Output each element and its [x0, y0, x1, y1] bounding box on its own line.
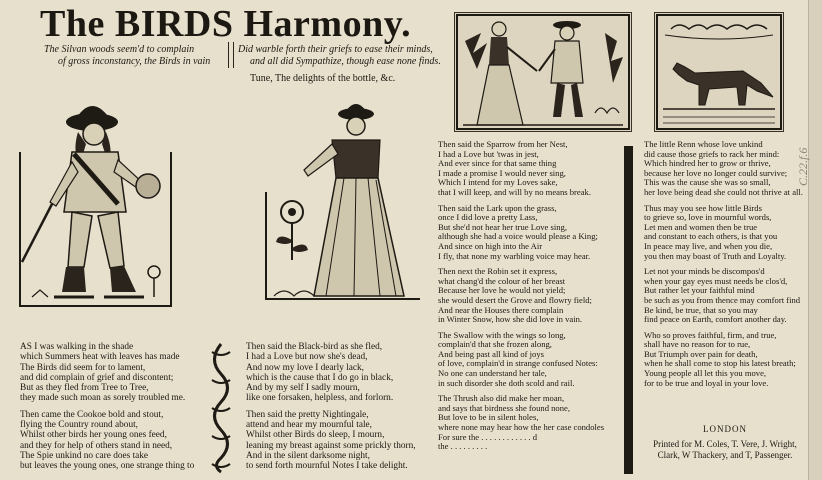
intro-line: of gross inconstancy, the Birds in vain	[58, 56, 211, 67]
imprint-printers: Clark, W Thackery, and T, Passenger.	[657, 450, 793, 460]
verse-line: and did complain of grief and discontent;	[20, 372, 174, 383]
verse-line: And near the Houses there complain	[438, 304, 564, 315]
ornament-vine-icon	[204, 340, 238, 474]
woodcut-cavalier	[14, 92, 174, 314]
intro-divider	[228, 42, 234, 68]
verse-line: And ever since for that same thing	[438, 158, 557, 169]
stanza	[20, 410, 194, 472]
stanza	[246, 410, 416, 472]
courting-couple-icon	[455, 13, 631, 131]
verse-line: Whilst other birds her young ones feed,	[20, 430, 167, 441]
verse-line: although she had a voice would please a King;	[438, 231, 598, 242]
verse-line: find peace on Earth, comfort another day.	[644, 314, 787, 325]
page-margin	[808, 0, 822, 480]
cavalier-figure-icon	[14, 92, 174, 314]
verse-column-1	[20, 342, 194, 478]
verse-line: when he shall come to stop his latest breath;	[644, 358, 796, 369]
verse-line: But rather let your faithful mind	[644, 285, 755, 296]
woodcut-lady	[260, 100, 424, 314]
verse-line: Then said the pretty Nightingale,	[246, 409, 369, 420]
verse-line: that I will keep, and will by no means break.	[438, 186, 591, 197]
ballad-title: The BIRDS Harmony.	[40, 3, 412, 45]
verse-line: Let not your minds be discompos'd	[644, 266, 765, 277]
verse-line: But love to be in silent holes,	[438, 412, 539, 423]
stanza	[20, 342, 194, 404]
stanza	[438, 394, 604, 452]
verse-line: Thus may you see how little Birds	[644, 202, 762, 213]
verse-line: in Winter Snow, how she did love in vain.	[438, 314, 583, 325]
verse-column-3	[438, 140, 604, 458]
intro-line: and all did Sympathize, though ease none finds.	[250, 56, 441, 67]
verse-column-4	[644, 140, 803, 394]
verse-line: And now my love I dearly lack,	[246, 362, 364, 373]
imprint-printers: Printed for M. Coles, T. Vere, J. Wright,	[653, 439, 797, 449]
verse-line: to grieve so, love in mournful words,	[644, 212, 772, 223]
verse-line: to send forth mournful Notes I take delight.	[246, 461, 408, 472]
lady-figure-icon	[260, 100, 424, 314]
verse-line: But she'd not hear her true Love sing,	[438, 221, 567, 232]
verse-line: and they for help of others stand in need,	[20, 440, 173, 451]
verse-line: The Thrush also did make her moan,	[438, 393, 565, 404]
verse-line: Whilst other Birds do sleep, I mourn,	[246, 430, 385, 441]
column-rule	[624, 146, 633, 474]
verse-line: like one forsaken, helpless, and forlorn.	[246, 393, 394, 404]
verse-line: Which I intend for my Loves sake,	[438, 177, 558, 188]
verse-line: Which hindred her to grow or thrive,	[644, 158, 771, 169]
woodcut-couple	[454, 12, 632, 132]
verse-column-2	[246, 342, 416, 478]
shelfmark-handwriting: C.22.f.6	[796, 147, 810, 186]
verse-line: Then came the Cookoe bold and stout,	[20, 409, 164, 420]
verse-line: they made such moan as sorely troubled me.	[20, 393, 186, 404]
verse-line: shall have no reason for to rue,	[644, 339, 751, 350]
verse-line: because her love no longer could survive;	[644, 167, 788, 178]
verse-line: And being past all kind of joys	[438, 348, 544, 359]
verse-line: I had a Love but 'twas in jest,	[438, 148, 539, 159]
intro-line: Did warble forth their griefs to ease their minds,	[238, 44, 433, 55]
verse-line: AS I was walking in the shade	[20, 342, 134, 352]
verse-line: Then said the Sparrow from her Nest,	[438, 139, 568, 149]
verse-line: and says that birdness she found none,	[438, 402, 570, 413]
verse-line: but leaves the young ones, one strange thing to	[20, 461, 195, 472]
verse-line: This was the cause she was so small,	[644, 177, 771, 188]
verse-line: Young people all let this you move,	[644, 368, 767, 379]
verse-line: complain'd that she frozen along,	[438, 339, 552, 350]
verse-line: Be kind, be true, that so you may	[644, 304, 758, 315]
verse-line: But Triumph over pain for death,	[644, 348, 758, 359]
verse-line: The Spie unkind no care does take	[20, 450, 149, 461]
verse-line: where none may hear how the her case condoles	[438, 422, 605, 433]
stanza	[644, 204, 803, 262]
verse-line: be such as you from thence may comfort find	[644, 294, 801, 305]
intro-line: The Silvan woods seem'd to complain	[44, 44, 195, 55]
verse-line: The little Renn whose love unkind	[644, 139, 763, 149]
verse-line: flying the Country round about,	[20, 420, 139, 431]
tune-line: Tune, The delights of the bottle, &c.	[250, 73, 396, 84]
stanza	[438, 267, 604, 325]
stanza	[438, 204, 604, 262]
stanza	[644, 140, 803, 198]
stanza	[246, 342, 416, 404]
verse-line: Then said the Lark upon the grass,	[438, 202, 557, 213]
verse-line: you then may boast of Truth and Loyalty.	[644, 250, 787, 261]
verse-line: did cause those griefs to rack her mind:	[644, 148, 780, 159]
verse-line: The Swallow with the wings so long,	[438, 329, 566, 340]
verse-line: attend and hear my mournful tale,	[246, 420, 372, 431]
verse-line: The Birds did seem for to lament,	[20, 362, 146, 373]
verse-line: which Summers heat with leaves has made	[20, 352, 180, 363]
ornament-divider	[204, 340, 238, 474]
verse-line: And by my self I sadly mourn,	[246, 383, 360, 394]
verse-line: For sure the . . . . . . . . . . . . d	[438, 431, 538, 442]
verse-line: Then said the Black-bird as she fled,	[246, 342, 383, 352]
stanza	[644, 267, 803, 325]
verse-line: the . . . . . . . . .	[438, 441, 488, 452]
verse-line: her love being dead she could not thrive at all.	[644, 186, 803, 197]
intro-right	[238, 44, 441, 68]
verse-line: In peace may live, and when you die,	[644, 240, 773, 251]
imprint	[650, 424, 800, 461]
verse-line: But as they fled from Tree to Tree,	[20, 383, 149, 394]
verse-line: which is the cause that I do go in black,	[246, 372, 394, 383]
woodcut-fox	[654, 12, 784, 132]
verse-line: I had a Love but now she's dead,	[246, 352, 368, 363]
verse-line: and constant to each others, is that you	[644, 231, 778, 242]
stanza	[438, 140, 604, 198]
verse-line: what chang'd the colour of her breast	[438, 275, 566, 286]
verse-line: for to be true and loyal in your love.	[644, 377, 769, 388]
fox-icon	[655, 13, 783, 131]
verse-line: she would desert the Grove and flowry field;	[438, 294, 592, 305]
verse-line: I fly, that none my warbling voice may hear.	[438, 250, 591, 261]
verse-line: leaning my breast against some prickly thorn,	[246, 440, 416, 451]
verse-line: Let men and women then be true	[644, 221, 758, 232]
verse-line: And since on high into the Air	[438, 240, 543, 251]
verse-line: Because her love he would not yield;	[438, 285, 566, 296]
verse-line: in such disorder she doth scold and rail.	[438, 377, 575, 388]
stanza	[644, 331, 803, 389]
verse-line: of love, complain'd in strange confused Notes:	[438, 358, 598, 369]
intro-left	[44, 44, 210, 68]
verse-line: Who so proves faithful, firm, and true,	[644, 329, 777, 340]
verse-line: And in the silent darksome night,	[246, 450, 370, 461]
stanza	[438, 331, 604, 389]
verse-line: No one can understand her tale,	[438, 368, 547, 379]
verse-line: once I did love a pretty Lass,	[438, 212, 538, 223]
verse-line: I made a promise I would never sing,	[438, 167, 566, 178]
verse-line: Then next the Robin set it express,	[438, 266, 558, 277]
verse-line: when your gay eyes must needs be clos'd,	[644, 275, 788, 286]
imprint-place: LONDON	[703, 424, 747, 434]
